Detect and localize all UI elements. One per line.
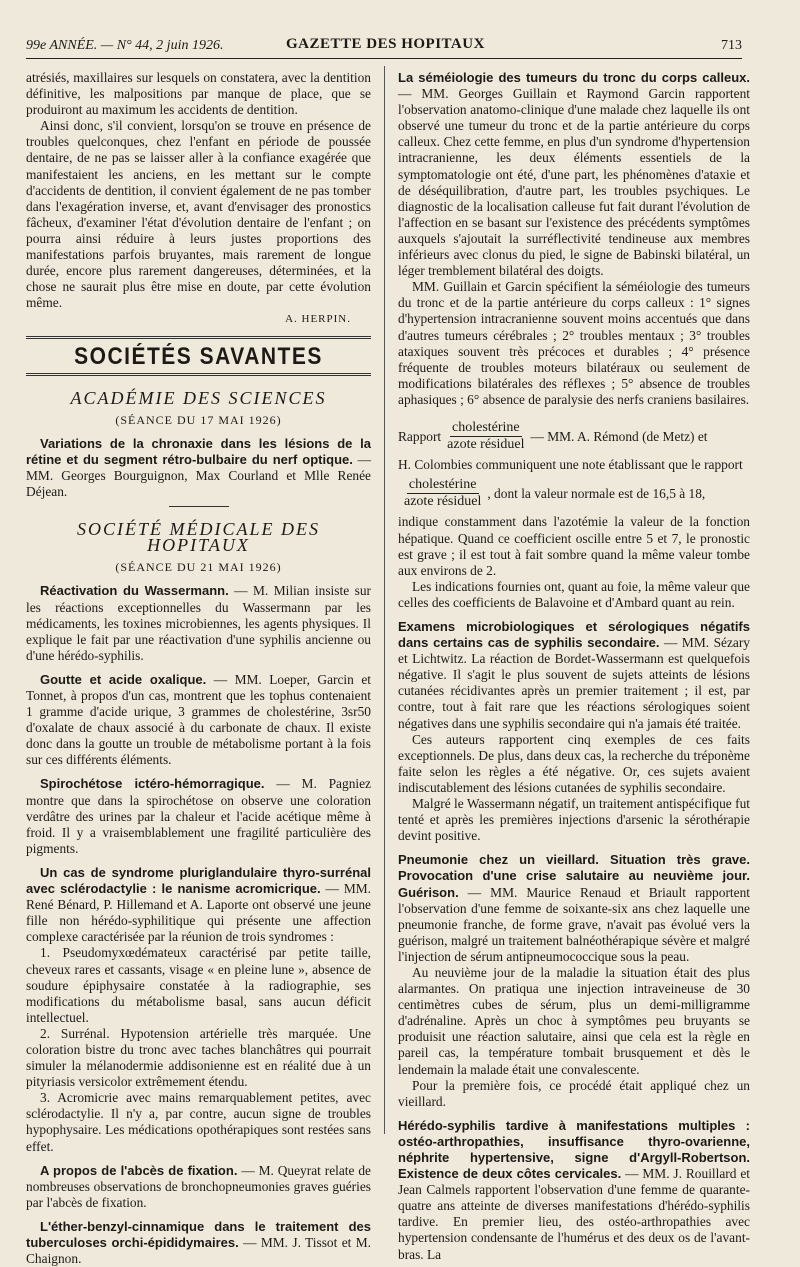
communication-body: — M. Milian insiste sur les réactions exceptionnelles du Wassermann par les médicaments, les toxines microbiennes, les agents physiques. Il explique le fait par une réactivation d'une syphilis ancienne ou d'une hérédo-syphilis. xyxy=(26,583,371,663)
communication-body: — M. Pagniez montre que dans la spirochétose on observe une coloration verdâtre des urines par la chaleur et l'acide acétique même à froid. Il y a vraisemblablement une fragilité particulière des pigments. xyxy=(26,776,372,856)
section-rule xyxy=(26,373,371,376)
ratio-fraction xyxy=(447,420,524,453)
communication xyxy=(26,1219,371,1267)
communication-title: Pneumonie chez un vieillard. Situation très grave. Provocation d'une crise salutaire au neuvième jour. Guérison. xyxy=(398,852,750,900)
communication xyxy=(26,672,371,769)
communication-body: — MM. J. Rouillard et Jean Calmels rapportent l'observation d'une femme de quarante-quatre ans atteinte de diverses manifestations d'hérédo-syphilis tardive. En premier lieu, des ostéo-arthropathies avec hypertension condensante de l'humérus et des deux os de l'avant-bras. La xyxy=(398,1166,750,1262)
ratio-authors: — MM. A. Rémond (de Metz) et xyxy=(530,428,708,444)
communication-paragraph: Au neuvième jour de la maladie la situation était des plus alarmantes. On pratiqua une injection intraveineuse de 30 centimètres cubes de sérum, plus un demi-milligramme d'adrénaline. Après un choc à symptômes peu bruyants se produisit une réaction salutaire, ainsi que cela est la règle en pareil cas, la température tombait brusquement et dès le lendemain la malade était une convalescente. xyxy=(398,964,750,1077)
communication-title: Hérédo-syphilis tardive à manifestations multiples : ostéo-arthropathies, insuffisance thyro-ovarienne, néphrite hypertensive, signe d'Argyll-Robertson. Existence de deux côtes cervicales. xyxy=(398,1117,750,1182)
communication-body: — MM. J. Tissot et M. Chaignon. xyxy=(26,1235,371,1267)
article-continuation: atrésiés, maxillaires sur lesquels on constatera, avec la dentition définitive, les malpositions par manque de place, que se produiront au maximum les accidents de dentition. xyxy=(26,70,371,118)
ratio-normal-value: , dont la valeur normale est de 16,5 à 18, xyxy=(487,485,706,501)
communication-paragraph: MM. Guillain et Garcin spécifient la séméiologie des tumeurs du tronc et de la partie antérieure du corps calleux : 1° signes d'hypertension intracranienne souvent moins accentués que dans d'autres tumeurs cérébrales ; 2° troubles mentaux ; 3° troubles ataxiques souvent très précoces et durables ; 4° présence fréquente de troubles moteurs bilatéraux ou seulement de modifications bilatérales des réflexes ; 5° absence de troubles aphasiques ; 6° absence de paralysie des nerfs craniens basilaires. xyxy=(398,279,750,407)
communication-paragraph: indique constamment dans l'azotémie la valeur de la fonction hépatique. Quand ce coefficient oscille entre 5 et 7, le pronostic est grave ; il est tout à fait sombre quand la même valeur tombe aux environs de 2. xyxy=(398,514,750,578)
right-column xyxy=(398,70,750,1262)
communication-title: A propos de l'abcès de fixation. xyxy=(40,1162,238,1178)
communication-title: Goutte et acide oxalique. xyxy=(40,671,207,687)
communication xyxy=(26,436,371,500)
communication-title: Un cas de syndrome pluriglandulaire thyro-surrénal avec sclérodactylie : le nanisme acromicrique. xyxy=(26,864,371,897)
journal-title: GAZETTE DES HOPITAUX xyxy=(286,36,485,52)
running-header xyxy=(26,36,742,59)
communication-paragraph: Ces auteurs rapportent cinq exemples de ces faits exceptionnels. De plus, dans deux cas, la recherche du tréponème faite selon les règles a été négative. Or, ces sujets avaient indiscutablement des lésions cutanées de syphilis secondaire. xyxy=(398,731,750,795)
left-column xyxy=(26,70,372,1267)
communication xyxy=(398,619,750,732)
ratio-fraction xyxy=(404,477,481,510)
communication xyxy=(26,776,371,856)
communication xyxy=(398,852,750,965)
ratio-label: Rapport xyxy=(398,428,442,444)
communication xyxy=(398,70,750,279)
communication-body: — M. Queyrat relate de nombreuses observations de bronchopneumonies graves guéries par l'abcès de fixation. xyxy=(26,1162,371,1210)
communication xyxy=(26,583,371,663)
society-title: SOCIÉTÉ MÉDICALE DES HOPITAUX xyxy=(77,519,320,556)
communication-paragraph: Les indications fournies ont, quant au foie, la même valeur que celles des coefficients de Balavoine et d'Ambard quant au rein. xyxy=(398,578,750,610)
communication-paragraph: Malgré le Wassermann négatif, un traitement antispécifique fut tenté et après les premières injections d'arsenic la sérothérapie devint positive. xyxy=(398,796,750,844)
list-item: 2. Surrénal. Hypotension artérielle très marquée. Une coloration bistre du tronc avec taches blanchâtres qui pourrait simuler la mélanodermie addisonienne est en réalité due à un pityriasis versicolor extrêmement étendu. xyxy=(26,1025,371,1090)
fraction-denominator: azote résiduel xyxy=(404,494,482,510)
communication-body: — MM. Maurice Renaud et Briault rapportent l'observation d'une femme de soixante-six ans chez laquelle une pneumonie franche, de forme grave, n'avait pas évolué vers la guérison, malgré un traitement balnéothérapique sévère et malgré l'injection de sérum antipneumococcique sous la peau. xyxy=(398,884,750,964)
communication xyxy=(398,1118,750,1263)
ratio-line xyxy=(398,477,750,510)
communication xyxy=(26,1163,371,1211)
communication-paragraph: Pour la première fois, ce procédé était appliqué chez un vieillard. xyxy=(398,1077,750,1109)
author-signature: A. HERPIN. xyxy=(285,313,351,326)
list-item: 1. Pseudomyxœdémateux caractérisé par petite taille, cheveux rares et cassants, visage « en pleine lune », absence de soudure épiphysaire constatée à la radiographie, ses modifications du métabolisme basal, sans aucun déficit intellectuel. xyxy=(26,945,371,1025)
communication-title: La séméiologie des tumeurs du tronc du corps calleux. xyxy=(398,70,750,85)
communication-title: Examens microbiologiques et sérologiques négatifs dans certains cas de syphilis secondaire. xyxy=(398,619,750,651)
ratio-text: H. Colombies communiquent une note établissant que le rapport xyxy=(398,457,743,473)
communication-body: — MM. Loeper, Garcin et Tonnet, à propos d'un cas, montrent que les tophus contenaient 1 gramme d'acide urique, 3 grammes de cholestérine, 3sr50 d'oxalate de chaux associé à du carbonate de chaux. Il existe donc dans la goutte un trouble de métabolisme portant à la fois sur ces différents éléments. xyxy=(26,671,371,768)
session-date: (SÉANCE DU 21 MAI 1926) xyxy=(115,560,282,575)
list-item: 3. Acromicrie avec mains remarquablement petites, avec sclérodactylie. Il n'y a, par contre, aucun signe de troubles hypophysaire. Les médications opothérapiques sont restées sans effet. xyxy=(26,1090,371,1154)
communication-title: Réactivation du Wassermann. xyxy=(40,583,229,599)
article-paragraph: Ainsi donc, s'il convient, lorsqu'on se trouve en présence de troubles quelconques, chez l'enfant en période de poussée dentaire, de ne pas se laisser aller à la confiance exagérée que manifestaient les anciens, en les mettant sur le compte d'accidents de dentition, il convient également de ne pas tomber dans l'exagération inverse, et, avant d'envisager des pronostics fâcheux, d'examiner l'état d'évolution dentaire de l'enfant ; on pourra ainsi réduire à leurs justes proportions des manifestations parfois bruyantes, mais rarement de longue durée, encore plus rarement dangereuses, déterminées, et la chose ne saurait plus être mise en doute, par cette évolution même. xyxy=(26,118,371,311)
fraction-numerator: cholestérine xyxy=(407,477,479,494)
issue-info: 99e ANNÉE. — N° 44, 2 juin 1926. xyxy=(26,38,224,53)
session-date: (SÉANCE DU 17 MAI 1926) xyxy=(115,412,282,427)
communication-title: Variations de la chronaxie dans les lésions de la rétine et du segment rétro-bulbaire du nerf optique. xyxy=(26,435,371,467)
column-divider xyxy=(384,66,385,1134)
communication-body: — MM. René Bénard, P. Hillemand et A. Laporte ont observé une jeune fille non hérédo-syphilitique qui présente une affection complexe caractérisée par la réunion de trois syndromes : xyxy=(26,881,371,945)
ratio-line xyxy=(398,420,750,453)
communication-body: — MM. Georges Guillain et Raymond Garcin rapportent l'observation anatomo-clinique d'une malade chez laquelle ils ont observé une tumeur du tronc et de la partie antérieure du corps calleux. Chez cette femme, en plus d'un syndrome d'hypertension intracranienne, les deux éléments essentiels de la symptomatologie ont été, d'une part, les phénomènes d'ataxie et de déséquilibration, d'autre part, les troubles psychiques. Le diagnostic de la localisation calleuse fut fait durant l'évolution de l'affection en se basant sur l'existence des précédents symptômes auxquels s'ajoutait la surréflectivité tendineuse aux membres inférieurs avec clonus du pied, le signe de Babinski bilatéral, un léger tremblement bilatéral des doigts. xyxy=(398,86,750,279)
communication-authors: — MM. Georges Bourguignon, Max Courland et Mlle Renée Déjean. xyxy=(26,451,371,500)
divider-rule xyxy=(169,506,229,507)
fraction-denominator: azote résiduel xyxy=(447,437,525,453)
section-rule xyxy=(26,336,371,339)
fraction-numerator: cholestérine xyxy=(450,420,522,437)
section-heading: SOCIÉTÉS SAVANTES xyxy=(74,342,323,370)
communication-title: L'éther-benzyl-cinnamique dans le traitement des tuberculoses orchi-épididymaires. xyxy=(26,1218,371,1250)
communication-title: Spirochétose ictéro-hémorragique. xyxy=(40,776,265,792)
communication-body: — MM. Sézary et Lichtwitz. La réaction de Bordet-Wassermann est quelquefois négative. Il s'agit le plus souvent de sujets atteints de lésions cutanées récidivantes après un premier traitement ; il est, par contre, tout à fait rare que les réactions sérologiques soient négatives dans une syphilis secondaire qui n'a jamais été traitée. xyxy=(398,635,750,731)
communication xyxy=(26,865,371,945)
page-number: 713 xyxy=(721,38,742,53)
society-title: ACADÉMIE DES SCIENCES xyxy=(70,387,327,408)
